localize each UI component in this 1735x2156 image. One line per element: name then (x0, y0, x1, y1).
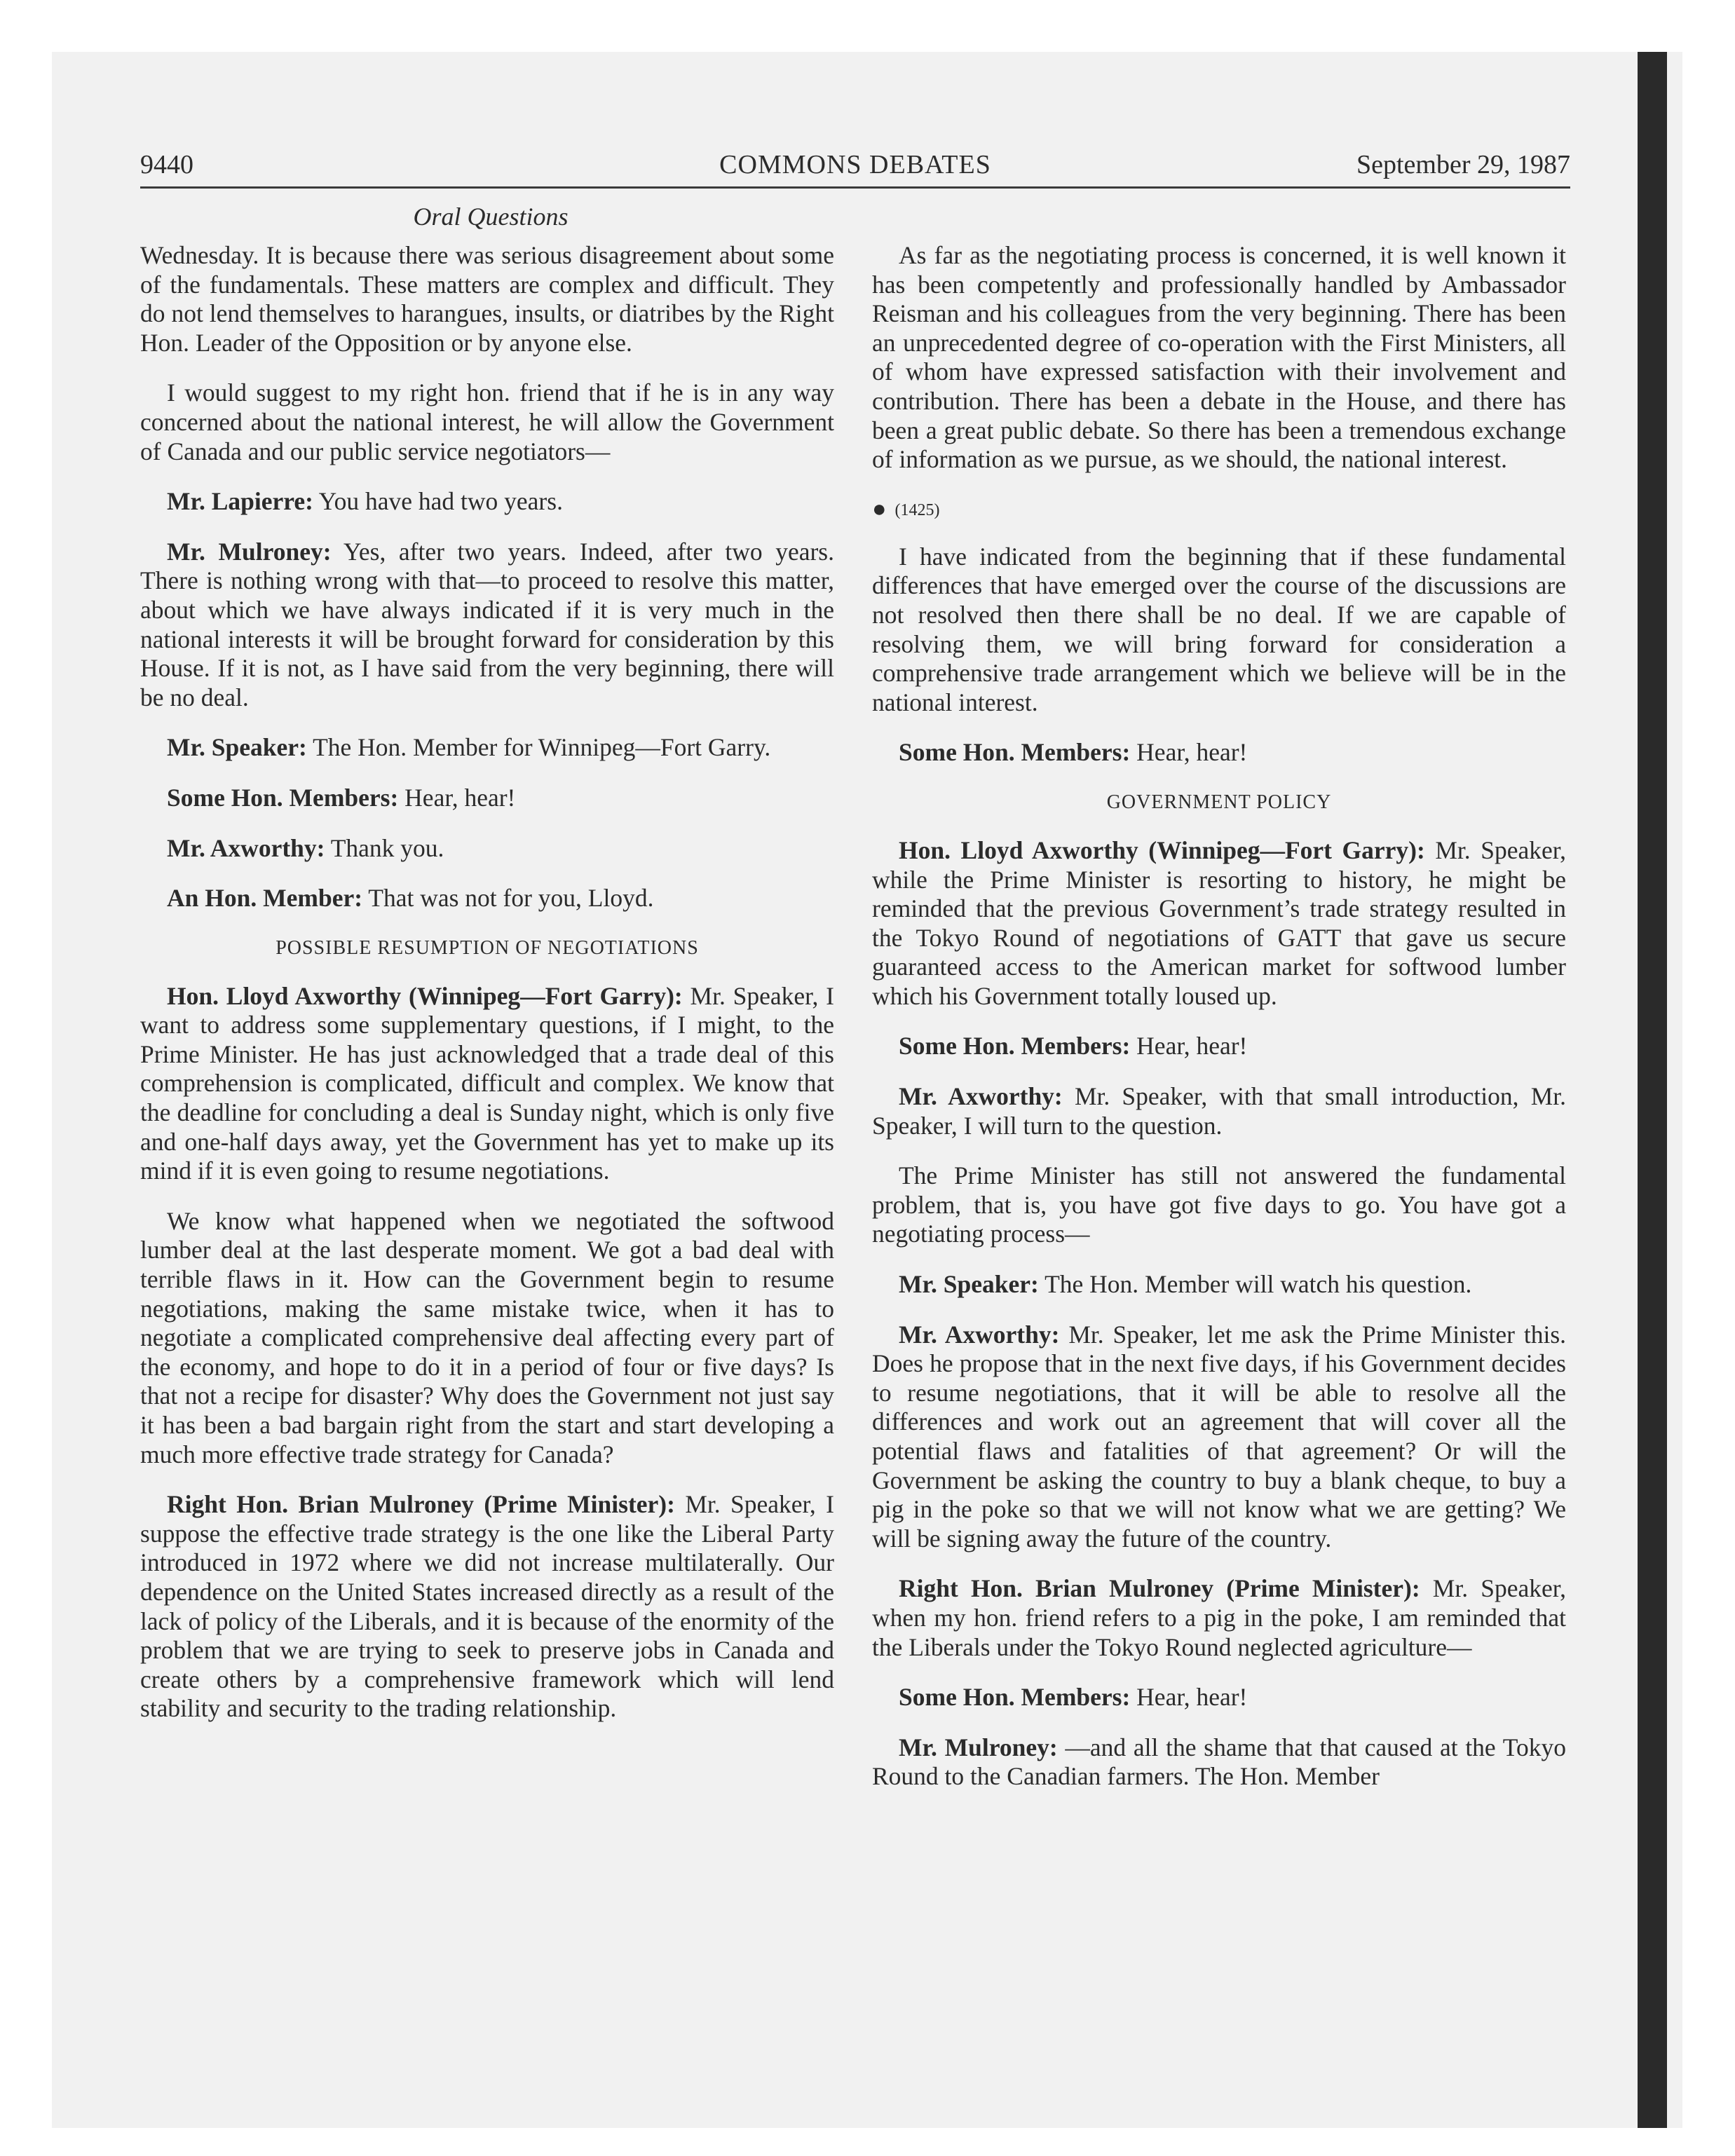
publication-date: September 29, 1987 (1356, 150, 1570, 179)
speech-paragraph (872, 1032, 1566, 1061)
speaker-name: Mr. Speaker: (899, 1270, 1039, 1299)
speech-text: Mr. Speaker, while the Prime Minister is resorting to history, he might be reminded that the previous Government’s trade strategy resulted in the Tokyo Round of negotiations of GATT that gave us secure guaranteed access to the American market for softwood lumber which his Government totally loused up. (872, 835, 1567, 1010)
speech-text: Hear, hear! (1136, 1032, 1248, 1060)
speech-text: —and all the shame that that caused at the Tokyo Round to the Canadian farmers. The Hon. Member (872, 1733, 1566, 1791)
paragraph-text: I have indicated from the beginning that if these fundamental differences that have emerged over the course of the discussions are not resolved then there shall be no deal. If we are capable of resolving them, we will bring forward for consideration a comprehensive trade arrangement which we believe will be in the national interest. (872, 542, 1566, 716)
speaker-name: Mr. Speaker: (167, 733, 307, 762)
speech-paragraph (140, 884, 834, 913)
speech-text: Hear, hear! (1136, 738, 1248, 767)
bullet-dot-icon: ● (872, 496, 887, 522)
paragraph-text: We know what happened when we negotiated the softwood lumber deal at the last desperate moment. We got a bad deal with terrible flaws in it. How can the Government begin to resume negotiations, making the same mistake twice, when it has to negotiate a complicated comprehensive deal affecting every part of the economy, and hope to do it in a period of four or five days? Is that not a recipe for disaster? Why does the Government not just say it has been a bad bargain right from the start and start developing a much more effective trade strategy for Canada? (140, 1206, 834, 1468)
speech-paragraph (872, 1270, 1566, 1299)
speech-text: Yes, after two years. Indeed, after two years. There is nothing wrong with that—to proceed to resolve this matter, about which we have always indicated if it is very much in the national interests it will be brought forward for consideration by this House. If it is not, as I have said from the very beginning, there will be no deal. (140, 537, 835, 711)
speech-paragraph (140, 982, 834, 1186)
speaker-name: Mr. Axworthy: (167, 833, 325, 862)
speech-text: The Hon. Member will watch his question. (1045, 1270, 1472, 1299)
speech-text: Thank you. (330, 833, 444, 862)
speaker-name: Right Hon. Brian Mulroney (Prime Minister): (899, 1574, 1420, 1603)
paragraph-text: The Prime Minister has still not answered the fundamental problem, that is, you have got five days to go. You have got a negotiating process— (872, 1161, 1566, 1248)
page-number: 9440 (140, 150, 193, 179)
speaker-name: Hon. Lloyd Axworthy (Winnipeg—Fort Garry): (167, 981, 683, 1010)
speech-paragraph (872, 836, 1566, 1011)
speech-text: Mr. Speaker, I suppose the effective trade strategy is the one like the Liberal Party introduced in 1972 where we did not increase multilaterally. Our dependence on the United States increased directly as a result of the lack of policy of the Liberals, and it is because of the enormity of the problem that we are trying to seek to preserve jobs in Canada and create others by a comprehensive framework which will lend stability and security to the trading relationship. (140, 1490, 834, 1723)
section-subheader: Oral Questions (413, 203, 569, 231)
section-heading: POSSIBLE RESUMPTION OF NEGOTIATIONS (275, 936, 699, 959)
paragraph (872, 1161, 1566, 1249)
time-marker (872, 496, 1566, 524)
speech-paragraph (872, 1082, 1566, 1140)
speech-paragraph (872, 1683, 1566, 1712)
paragraph (140, 1207, 834, 1469)
speech-text: Mr. Speaker, when my hon. friend refers to a pig in the poke, I am reminded that the Liberals under the Tokyo Round neglected agriculture— (872, 1574, 1566, 1661)
speech-paragraph (140, 538, 834, 713)
paragraph-text: As far as the negotiating process is concerned, it is well known it has been competently and professionally handled by Ambassador Reisman and his colleagues from the very beginning. There has been an unprecedented degree of co-operation with the First Ministers, all of whom have expressed satisfaction with their involvement and contribution. There has been a debate in the House, and there has been a great public debate. So there has been a tremendous exchange of information as we pursue, as we should, the national interest. (872, 241, 1566, 474)
speech-paragraph (872, 1733, 1566, 1792)
paragraph (872, 543, 1566, 718)
speech-paragraph (872, 738, 1566, 767)
speech-paragraph (140, 487, 834, 517)
speaker-name: Right Hon. Brian Mulroney (Prime Minister): (167, 1490, 675, 1519)
speaker-name: Mr. Mulroney: (167, 537, 332, 566)
speaker-name: Some Hon. Members: (899, 1032, 1131, 1060)
section-heading: GOVERNMENT POLICY (1106, 791, 1332, 813)
speech-paragraph (140, 784, 834, 813)
time-marker-text: (1425) (894, 500, 940, 519)
speech-text: Mr. Speaker, I want to address some supplementary questions, if I might, to the Prime Minister. He has just acknowledged that a trade deal of this comprehension is complicated, difficult and complex. We know that the deadline for concluding a deal is Sunday night, which is only five and one-half days away, yet the Government has yet to make up its mind if it is even going to resume negotiations. (140, 981, 834, 1185)
speech-paragraph (140, 834, 834, 864)
speaker-name: Hon. Lloyd Axworthy (Winnipeg—Fort Garry): (899, 835, 1425, 864)
speaker-name: An Hon. Member: (167, 884, 363, 913)
left-column (140, 241, 834, 1745)
speech-paragraph (872, 1574, 1566, 1662)
speech-text: The Hon. Member for Winnipeg—Fort Garry. (313, 733, 771, 762)
speech-text: You have had two years. (318, 487, 563, 516)
right-column (872, 241, 1566, 1813)
speaker-name: Mr. Mulroney: (899, 1733, 1058, 1761)
paragraph-text: I would suggest to my right hon. friend that if he is in any way concerned about the national interest, he will allow the Government of Canada and our public service negotiators— (140, 378, 834, 465)
speaker-name: Some Hon. Members: (899, 1683, 1131, 1712)
speaker-name: Some Hon. Members: (899, 738, 1131, 767)
speech-text: Mr. Speaker, let me ask the Prime Minister this. Does he propose that in the next five days, if his Government decides to resume negotiations, that it will be able to resolve all the differences and work out an agreement that will cover all the potential flaws and fatalities of that agreement? Or will the Government be asking the country to buy a blank cheque, to buy a pig in the poke so that we will not know what we are getting? We will be signing away the future of the country. (872, 1320, 1567, 1553)
speech-paragraph (872, 1321, 1566, 1554)
publication-title: COMMONS DEBATES (719, 150, 991, 179)
speech-text: Hear, hear! (404, 783, 516, 812)
speaker-name: Some Hon. Members: (167, 783, 399, 812)
speaker-name: Mr. Axworthy: (899, 1082, 1063, 1111)
paragraph (140, 241, 834, 357)
scan-edge-shadow (1638, 52, 1667, 2128)
speech-paragraph (140, 733, 834, 763)
speech-text: Hear, hear! (1136, 1683, 1248, 1712)
speech-text: That was not for you, Lloyd. (368, 884, 654, 913)
speaker-name: Mr. Lapierre: (167, 487, 313, 516)
paragraph (140, 378, 834, 466)
speech-paragraph (140, 1490, 834, 1724)
paragraph (872, 241, 1566, 475)
page-header (140, 147, 1570, 189)
paragraph-text: Wednesday. It is because there was serious disagreement about some of the fundamentals. These matters are complex and difficult. They do not lend themselves to harangues, insults, or diatribes by the Right Hon. Leader of the Opposition or by anyone else. (140, 241, 834, 357)
speaker-name: Mr. Axworthy: (899, 1320, 1060, 1349)
speech-text: Mr. Speaker, with that small introduction, Mr. Speaker, I will turn to the question. (872, 1082, 1567, 1140)
